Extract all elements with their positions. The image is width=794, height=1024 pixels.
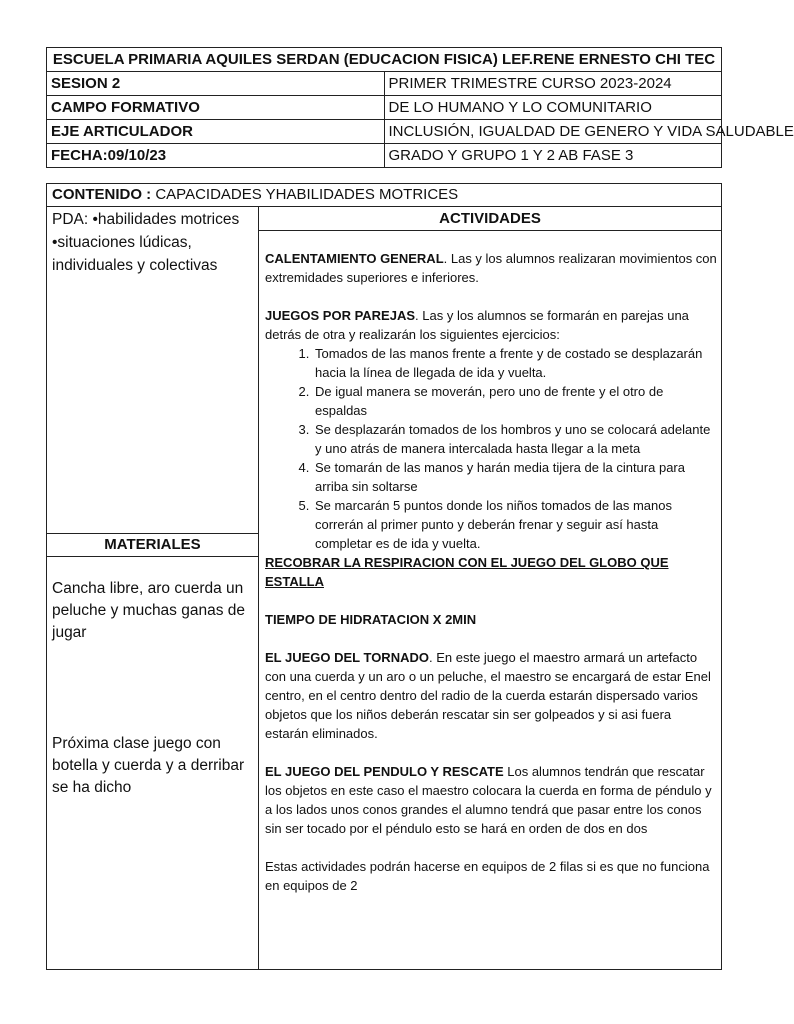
parejas-title: JUEGOS POR PAREJAS <box>265 308 416 323</box>
list-item: 1. Tomados de las manos frente a frente y de costado se desplazarán hacia la línea de llegada de ida y vuelta. <box>313 344 717 382</box>
session-value: PRIMER TRIMESTRE CURSO 2023-2024 <box>384 72 722 96</box>
eje-articulador-value: INCLUSIÓN, IGUALDAD DE GENERO Y VIDA SALUDABLE <box>384 120 722 144</box>
list-item: 4. Se tomarán de las manos y harán media tijera de la cintura para arriba sin soltarse <box>313 458 717 496</box>
materiales-heading: MATERIALES <box>104 536 201 553</box>
proxima-clase-text: Próxima clase juego con botella y cuerda y a derribar se ha dicho <box>52 735 245 796</box>
list-item: 2. De igual manera se moverán, pero uno de frente y el otro de espaldas <box>313 382 717 420</box>
contenido-row <box>52 185 458 205</box>
actividades-header-divider <box>259 230 722 231</box>
pendulo-paragraph <box>265 762 717 838</box>
hidratacion-line: TIEMPO DE HIDRATACION X 2MIN <box>265 612 477 627</box>
exercise-list <box>265 344 717 553</box>
materiales-text: Cancha libre, aro cuerda un peluche y muchas ganas de jugar <box>52 580 246 641</box>
pda-cell <box>52 208 256 277</box>
contenido-label: CONTENIDO : <box>52 186 152 203</box>
parejas-paragraph <box>265 306 717 344</box>
fecha-label: FECHA:09/10/23 <box>47 144 385 168</box>
tornado-paragraph <box>265 648 717 743</box>
calentamiento-paragraph <box>265 249 717 287</box>
calentamiento-text: . Las y los alumnos realizaran movimientos con extremidades superiores e inferiores. <box>265 251 717 285</box>
contenido-value: CAPACIDADES YHABILIDADES MOTRICES <box>151 186 459 203</box>
materiales-top-divider <box>46 533 259 534</box>
calentamiento-title: CALENTAMIENTO GENERAL <box>265 251 444 266</box>
materiales-bottom-divider <box>46 556 259 557</box>
parejas-text: . Las y los alumnos se formarán en parejas una detrás de otra y realizarán los siguientes ejercicios: <box>265 308 689 342</box>
pda-line-2: •situaciones lúdicas, individuales y colectivas <box>52 234 218 274</box>
campo-formativo-value: DE LO HUMANO Y LO COMUNITARIO <box>384 96 722 120</box>
column-divider <box>258 207 259 970</box>
campo-formativo-label: CAMPO FORMATIVO <box>47 96 385 120</box>
pendulo-title: EL JUEGO DEL PENDULO Y RESCATE <box>265 764 504 779</box>
actividades-heading: ACTIVIDADES <box>439 210 541 227</box>
closing-paragraph: Estas actividades podrán hacerse en equipos de 2 filas si es que no funciona en equipos de 2 <box>265 859 710 893</box>
tornado-text: . En este juego el maestro armará un artefacto con una cuerda y un aro o un peluche, el maestro se encargará de estar Enel centro, en el centro dentro del radio de la cuerda estarán dispersado varios objetos que los niños deberán rescatar sin ser golpeados y si asi fuera estarán eliminados. <box>265 650 711 741</box>
contenido-divider <box>46 206 722 207</box>
school-title: ESCUELA PRIMARIA AQUILES SERDAN (EDUCACION FISICA) LEF.RENE ERNESTO CHI TEC <box>47 48 722 72</box>
session-label: SESION 2 <box>47 72 385 96</box>
list-item: 5. Se marcarán 5 puntos donde los niños tomados de las manos correrán al primer punto y deberán frenar y seguir así hasta completar es de ida y vuelta. <box>313 496 717 553</box>
tornado-title: EL JUEGO DEL TORNADO <box>265 650 429 665</box>
eje-articulador-label: EJE ARTICULADOR <box>47 120 385 144</box>
activities-cell <box>265 249 717 895</box>
pendulo-text: Los alumnos tendrán que rescatar los objetos en este caso el maestro colocara la cuerda en forma de péndulo y a los lados unos conos grandes el alumno tendrá que pasar entre los conos sin ser tocado por el péndulo esto se hará en orden de dos en dos <box>265 764 712 836</box>
pda-line-1: PDA: •habilidades motrices <box>52 211 240 228</box>
header-table <box>46 47 794 168</box>
grado-grupo-value: GRADO Y GRUPO 1 Y 2 AB FASE 3 <box>384 144 722 168</box>
list-item: 3. Se desplazarán tomados de los hombros y uno se colocará adelante y uno atrás de manera intercalada hasta llegar a la meta <box>313 420 717 458</box>
recobrar-respiracion: RECOBRAR LA RESPIRACION CON EL JUEGO DEL GLOBO QUE ESTALLA <box>265 555 669 589</box>
